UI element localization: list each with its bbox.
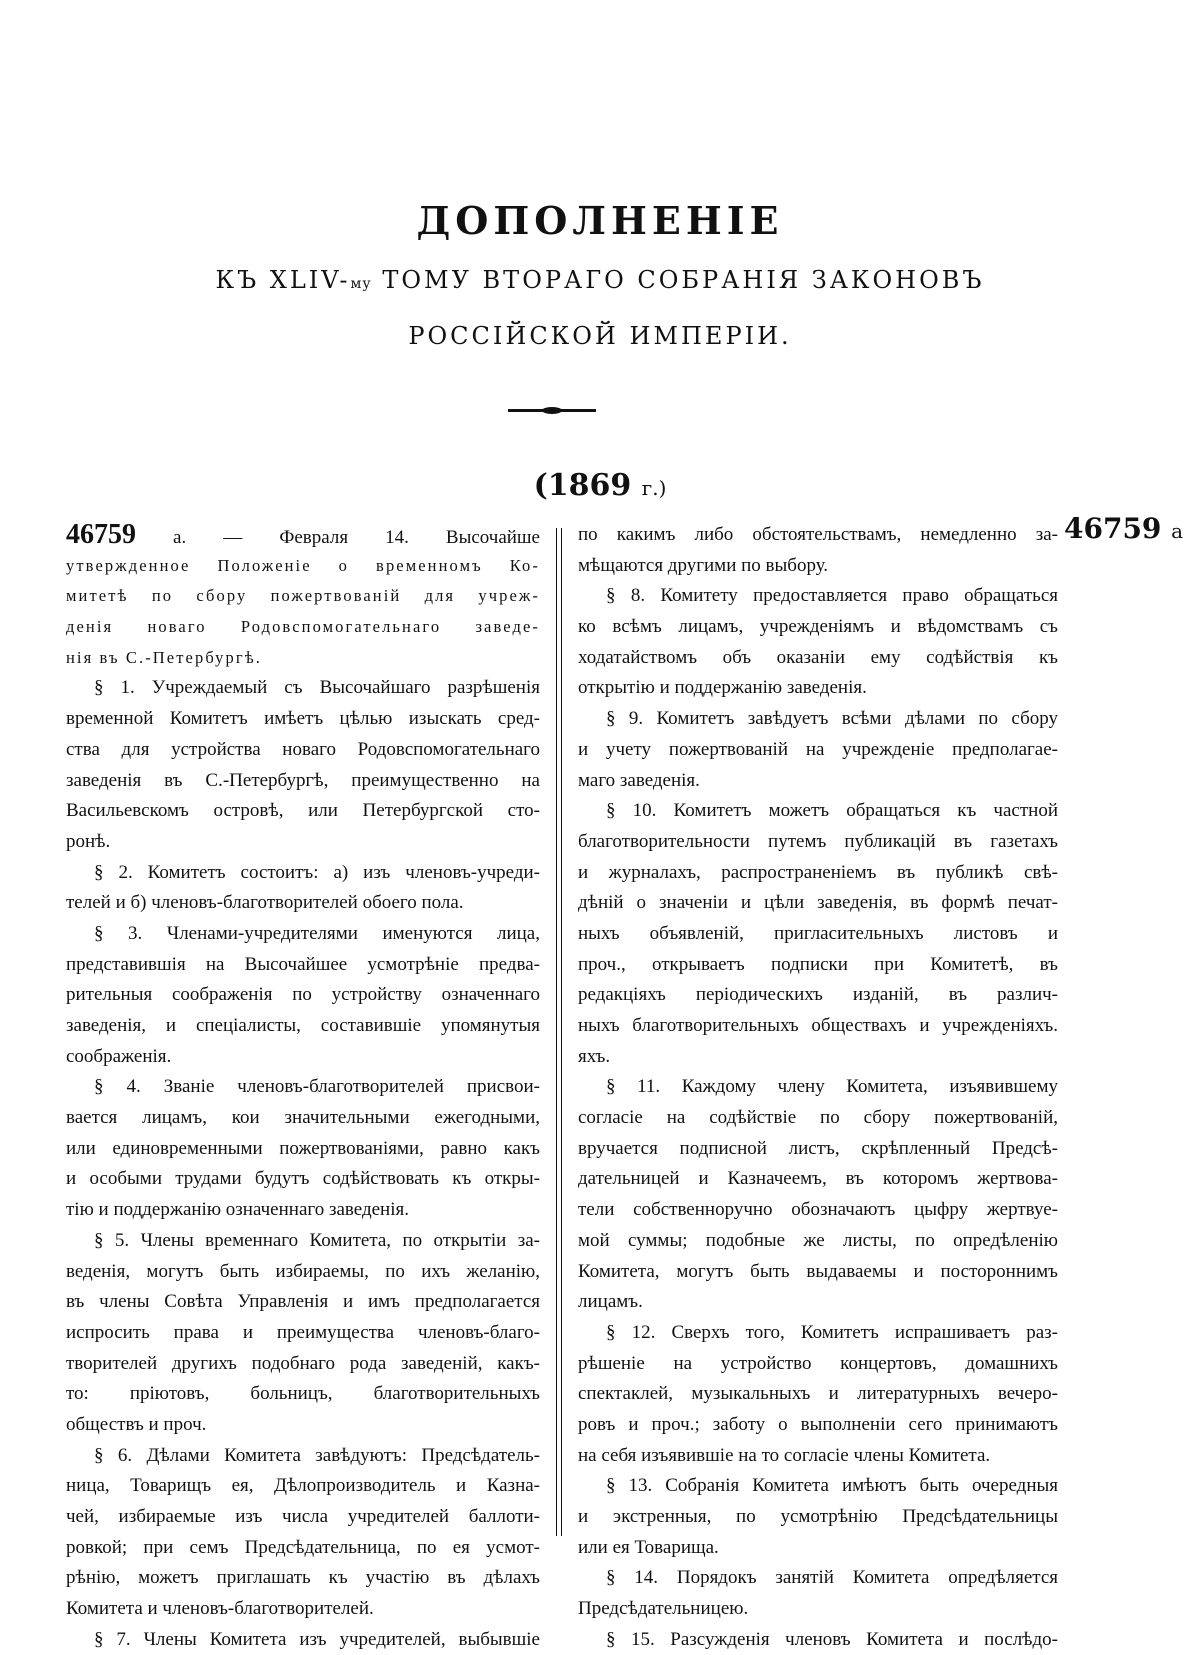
- text-line: ронѣ.: [66, 830, 111, 852]
- text-line: тели собственноручно обозначаютъ цыфру жертвуе-: [578, 1199, 1058, 1221]
- text-line: § 10. Комитетъ можетъ обращаться къ частной: [606, 800, 1058, 822]
- text-line: веденія, могутъ быть избираемы, по ихъ желанію,: [66, 1260, 540, 1282]
- left-column: [66, 520, 540, 1655]
- text-line: ныхъ объявленій, пригласительныхъ листовъ и: [578, 922, 1058, 944]
- text-line: и учету пожертвованій на учрежденіе предполагае-: [578, 738, 1058, 760]
- text-line: и экстренныя, по усмотрѣнію Предсѣдательницы: [578, 1506, 1058, 1527]
- text-line: дательницей и Казначеемъ, въ которомъ жертвова-: [578, 1168, 1058, 1190]
- text-line: представившія на Высочайшее усмотрѣніе предва-: [66, 953, 540, 975]
- text-line: по какимъ либо обстоятельствамъ, немедленно за-: [578, 524, 1058, 545]
- year-suffix: г.): [641, 476, 667, 500]
- text-line: § 9. Комитетъ завѣдуетъ всѣми дѣлами по сбору: [606, 708, 1058, 730]
- text-line: [66, 520, 540, 551]
- page-title: ДОПОЛНЕНІЕ: [416, 198, 784, 243]
- text-line: лицамъ.: [578, 1291, 643, 1313]
- subtitle-line-1: [0, 266, 1200, 294]
- text-line: § 2. Комитетъ состоитъ: а) изъ членовъ-учреди-: [94, 861, 540, 883]
- margin-number: 46759: [1064, 512, 1162, 545]
- margin-entry-number: [1064, 512, 1183, 545]
- text-line: ровъ и проч.; заботу о выполненіи сего принимаютъ: [578, 1413, 1058, 1435]
- bleed-through-text: [0, 90, 1200, 110]
- entry-number: 46759: [66, 519, 136, 550]
- text-line: и журналахъ, распространеніемъ въ публикѣ свѣ-: [578, 861, 1058, 883]
- text-line: § 15. Разсужденія членовъ Комитета и послѣдо-: [606, 1628, 1058, 1650]
- text-line: яхъ.: [578, 1045, 611, 1067]
- text-line: § 11. Каждому члену Комитета, изъявившему: [606, 1076, 1058, 1098]
- text-line: § 14. Порядокъ занятій Комитета опредѣляется: [606, 1567, 1058, 1589]
- subtitle-volume-ending: му: [350, 276, 372, 292]
- text-line: рѣнію, можетъ приглашать къ участію въ дѣлахъ: [66, 1567, 540, 1589]
- text-line: проч., открываетъ подписки при Комитетѣ, въ: [578, 953, 1058, 975]
- text-line: открытію и поддержанію заведенія.: [578, 677, 867, 699]
- line-text: а. — Февраля 14. Высочайше: [173, 527, 540, 548]
- text-line: или единовременными пожертвованіями, равно какъ: [66, 1137, 540, 1159]
- text-line: на себя изъявившіе на то согласіе члены Комитета.: [578, 1444, 991, 1466]
- text-line: Комитета и членовъ-благотворителей.: [66, 1598, 374, 1620]
- text-line: Васильевскомъ островѣ, или Петербургской сто-: [66, 800, 540, 822]
- text-line: ница, Товарищъ ея, Дѣлопроизводитель и Казна-: [66, 1475, 540, 1497]
- text-line: § 13. Собранія Комитета имѣютъ быть очередныя: [606, 1475, 1058, 1497]
- text-line: благотворительности путемъ публикацій въ газетахъ: [578, 830, 1058, 852]
- right-column: [578, 520, 1058, 1655]
- text-line: или ея Товарища.: [578, 1536, 719, 1558]
- text-line: § 1. Учреждаемый съ Высочайшаго разрѣшенія: [94, 677, 540, 699]
- text-line: утвержденное Положеніе о временномъ Ко-: [66, 555, 540, 575]
- text-line: редакціяхъ періодическихъ изданій, въ различ-: [578, 984, 1058, 1006]
- text-line: денія новаго Родовспомогательнаго заведе-: [66, 617, 540, 637]
- text-line: § 12. Сверхъ того, Комитетъ испрашиваетъ раз-: [606, 1321, 1058, 1343]
- text-line: ства для устройства новаго Родовспомогательнаго: [66, 738, 540, 760]
- text-line: обществъ и проч.: [66, 1413, 207, 1435]
- text-line: телей и б) членовъ-благотворителей обоего пола.: [66, 892, 464, 914]
- text-line: испросить права и преимущества членовъ-благо-: [66, 1321, 540, 1343]
- text-line: нія въ С.-Петербургѣ.: [66, 647, 263, 667]
- text-line: вручается подписной листъ, скрѣпленный Предсѣ-: [578, 1137, 1058, 1159]
- text-line: § 5. Члены временнаго Комитета, по открытіи за-: [94, 1229, 540, 1251]
- year-heading: [0, 468, 1200, 503]
- text-line: § 7. Члены Комитета изъ учредителей, выбывшіе: [94, 1628, 540, 1650]
- text-line: ко всѣмъ лицамъ, учрежденіямъ и вѣдомствамъ съ: [578, 616, 1058, 638]
- text-line: то: пріютовъ, больницъ, благотворительныхъ: [66, 1383, 540, 1405]
- subtitle-rest: ТОМУ ВТОРАГО СОБРАНІЯ ЗАКОНОВЪ: [382, 266, 985, 294]
- year-open-paren: (: [533, 468, 548, 503]
- subtitle-line-2: РОССІЙСКОЙ ИМПЕРІИ.: [408, 322, 792, 350]
- text-line: рѣшеніе на устройство концертовъ, домашнихъ: [578, 1352, 1058, 1374]
- text-line: ровкой; при семъ Предсѣдательница, по ея усмот-: [66, 1536, 540, 1558]
- text-line: § 8. Комитету предоставляется право обращаться: [606, 585, 1058, 607]
- text-line: мѣщаются другими по выбору.: [578, 554, 829, 576]
- text-line: творителей другихъ подобнаго рода заведеній, какъ-: [66, 1352, 540, 1374]
- text-line: маго заведенія.: [578, 769, 700, 791]
- text-line: въ члены Совѣта Управленія и имъ предполагается: [66, 1291, 540, 1313]
- subtitle-volume: XLIV-: [269, 266, 351, 294]
- text-line: тію и поддержанію означеннаго заведенія.: [66, 1199, 409, 1221]
- text-line: заведенія, и спеціалисты, составившіе упомянутыя: [66, 1015, 540, 1036]
- text-line: § 4. Званіе членовъ-благотворителей присвои-: [94, 1076, 540, 1098]
- column-divider: [556, 528, 562, 1536]
- year-number: 1869: [547, 468, 632, 503]
- text-line: Предсѣдательницею.: [578, 1598, 749, 1620]
- text-line: § 3. Членами-учредителями именуются лица,: [94, 922, 540, 944]
- subtitle-prefix: КЪ: [215, 266, 260, 294]
- text-line: вается лицамъ, кои значительными ежегодными,: [66, 1107, 540, 1129]
- text-line: спектаклей, музыкальныхъ и литературныхъ вечеро-: [578, 1383, 1058, 1405]
- margin-suffix: а: [1171, 519, 1184, 543]
- text-line: временной Комитетъ имѣетъ цѣлью изыскать сред-: [66, 708, 540, 730]
- text-line: рительныя соображенія по устройству означеннаго: [66, 984, 540, 1006]
- text-line: чей, избираемые изъ числа учредителей баллоти-: [66, 1506, 540, 1527]
- text-line: ходатайствомъ объ оказаніи ему содѣйствія къ: [578, 646, 1058, 668]
- text-line: и особыми трудами будутъ содѣйствовать къ откры-: [66, 1168, 540, 1190]
- text-line: Комитета, могутъ быть выдаваемы и постороннимъ: [578, 1260, 1058, 1282]
- text-line: мой суммы; подобные же листы, по опредѣленію: [578, 1229, 1058, 1251]
- text-line: § 6. Дѣлами Комитета завѣдуютъ: Предсѣдатель-: [94, 1444, 540, 1466]
- text-line: соображенія.: [66, 1045, 172, 1067]
- text-line: заведенія въ С.-Петербургѣ, преимущественно на: [66, 769, 540, 791]
- text-line: согласіе на содѣйствіе по сбору пожертвованій,: [578, 1107, 1058, 1129]
- text-line: ныхъ благотворительныхъ обществахъ и учрежденіяхъ.: [578, 1015, 1058, 1036]
- ornamental-rule: [508, 409, 596, 412]
- text-line: митетѣ по сбору пожертвованій для учреж-: [66, 586, 540, 606]
- text-line: дѣній о значеніи и цѣли заведенія, въ формѣ печат-: [578, 892, 1058, 914]
